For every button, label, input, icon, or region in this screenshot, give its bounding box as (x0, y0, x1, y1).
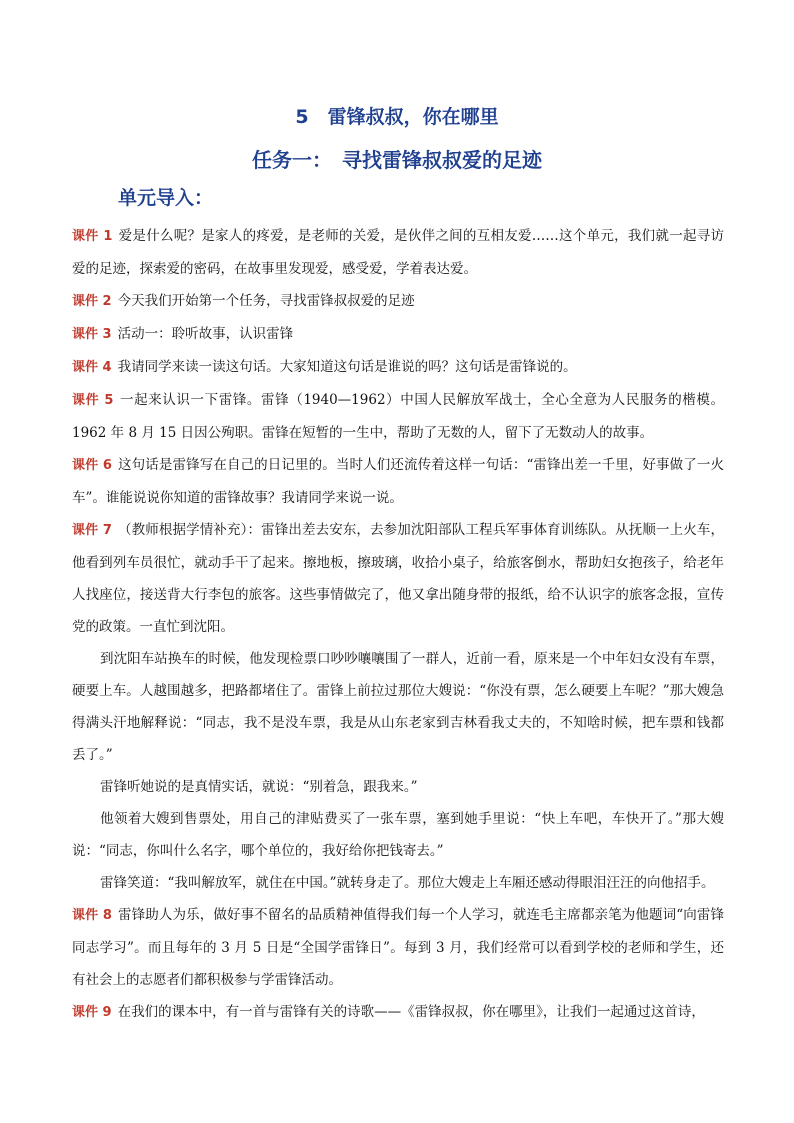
story-paragraph-3: 他领着大嫂到售票处，用自己的津贴费买了一张车票，塞到她手里说：“快上车吧，车快开了。”那大嫂说：“同志，你叫什么名字，哪个单位的，我好给你把钱寄去。” (72, 811, 724, 859)
lesson-title: 5 雷锋叔叔，你在哪里 (295, 106, 499, 128)
paragraph-7 (72, 514, 724, 643)
courseware-label: 课件 4 (72, 360, 112, 375)
document-body (72, 220, 724, 1029)
paragraph-8 (72, 899, 724, 996)
story-paragraph-2: 雷锋听她说的是真情实话，就说：“别着急，跟我来。” (100, 779, 418, 795)
paragraph-9 (72, 996, 724, 1029)
story-paragraph-4: 雷锋笑道：“我叫解放军，就住在中国。”就转身走了。那位大嫂走上车厢还感动得眼泪汪汪的向他招手。 (100, 875, 715, 891)
paragraph-text: 一起来认识一下雷锋。雷锋（1940—1962）中国人民解放军战士，全心全意为人民服务的楷模。1962 年 8 月 15 日因公殉职。雷锋在短暂的一生中，帮助了无数的人，留下了无数动人的故事。 (72, 392, 724, 441)
paragraph-text: 今天我们开始第一个任务，寻找雷锋叔叔爱的足迹 (117, 293, 415, 309)
courseware-label: 课件 6 (72, 458, 112, 473)
courseware-label: 课件 7 (72, 523, 112, 538)
paragraph-text: （教师根据学情补充）：雷锋出差去安东，去参加沈阳部队工程兵军事体育训练队。从抚顺一上火车，他看到列车员很忙，就动手干了起来。擦地板，擦玻璃，收拾小桌子，给旅客倒水，帮助妇女抱孩子，给老年人找座位，接送背大行李包的旅客。这些事情做完了，他又拿出随身带的报纸，给不认识字的旅客念报，宣传党的政策。一直忙到沈阳。 (72, 522, 725, 635)
paragraph-text: 爱是什么呢？是家人的疼爱，是老师的关爱，是伙伴之间的互相友爱……这个单元，我们就一起寻访爱的足迹，探索爱的密码，在故事里发现爱，感受爱，学着表达爱。 (72, 228, 725, 277)
task-subtitle: 任务一： 寻找雷锋叔叔爱的足迹 (252, 148, 542, 172)
story-paragraph-1: 到沈阳车站换车的时候，他发现检票口吵吵嚷嚷围了一群人，近前一看，原来是一个中年妇女没有车票，硬要上车。人越围越多，把路都堵住了。雷锋上前拉过那位大嫂说：“你没有票，怎么硬要上车呢？”那大嫂急得满头汗地解释说：“同志，我不是没车票，我是从山东老家到吉林看我丈夫的，不知啥时候，把车票和钱都丢了。” (72, 651, 724, 763)
courseware-label: 课件 1 (72, 229, 113, 244)
courseware-label: 课件 8 (72, 908, 112, 923)
courseware-label: 课件 9 (72, 1005, 112, 1020)
paragraph-text: 我请同学来读一读这句话。大家知道这句话是谁说的吗？这句话是雷锋说的。 (117, 359, 577, 375)
courseware-label: 课件 5 (72, 393, 114, 408)
paragraph-4 (72, 351, 724, 384)
paragraph-1 (72, 220, 724, 285)
paragraph-text: 这句话是雷锋写在自己的日记里的。当时人们还流传着这样一句话：“雷锋出差一千里，好事做了一火车”。谁能说说你知道的雷锋故事？我请同学来说一说。 (72, 457, 724, 506)
paragraph-text: 雷锋助人为乐，做好事不留名的品质精神值得我们每一个人学习，就连毛主席都亲笔为他题词“向雷锋同志学习”。而且每年的 3 月 5 日是“全国学雷锋日”。每到 3 月，我们经常可以看到学校的老师和学生，还有社会上的志愿者们都积极参与学雷锋活动。 (72, 907, 724, 988)
paragraph-6 (72, 449, 724, 514)
courseware-label: 课件 3 (72, 327, 112, 342)
paragraph-3 (72, 318, 724, 351)
courseware-label: 课件 2 (72, 294, 112, 309)
paragraph-5 (72, 384, 724, 449)
paragraph-2 (72, 285, 724, 318)
section-heading: 单元导入： (118, 187, 214, 209)
paragraph-text: 在我们的课本中，有一首与雷锋有关的诗歌——《雷锋叔叔，你在哪里》，让我们一起通过这首诗， (117, 1004, 705, 1020)
paragraph-text: 活动一：聆听故事，认识雷锋 (117, 326, 294, 342)
